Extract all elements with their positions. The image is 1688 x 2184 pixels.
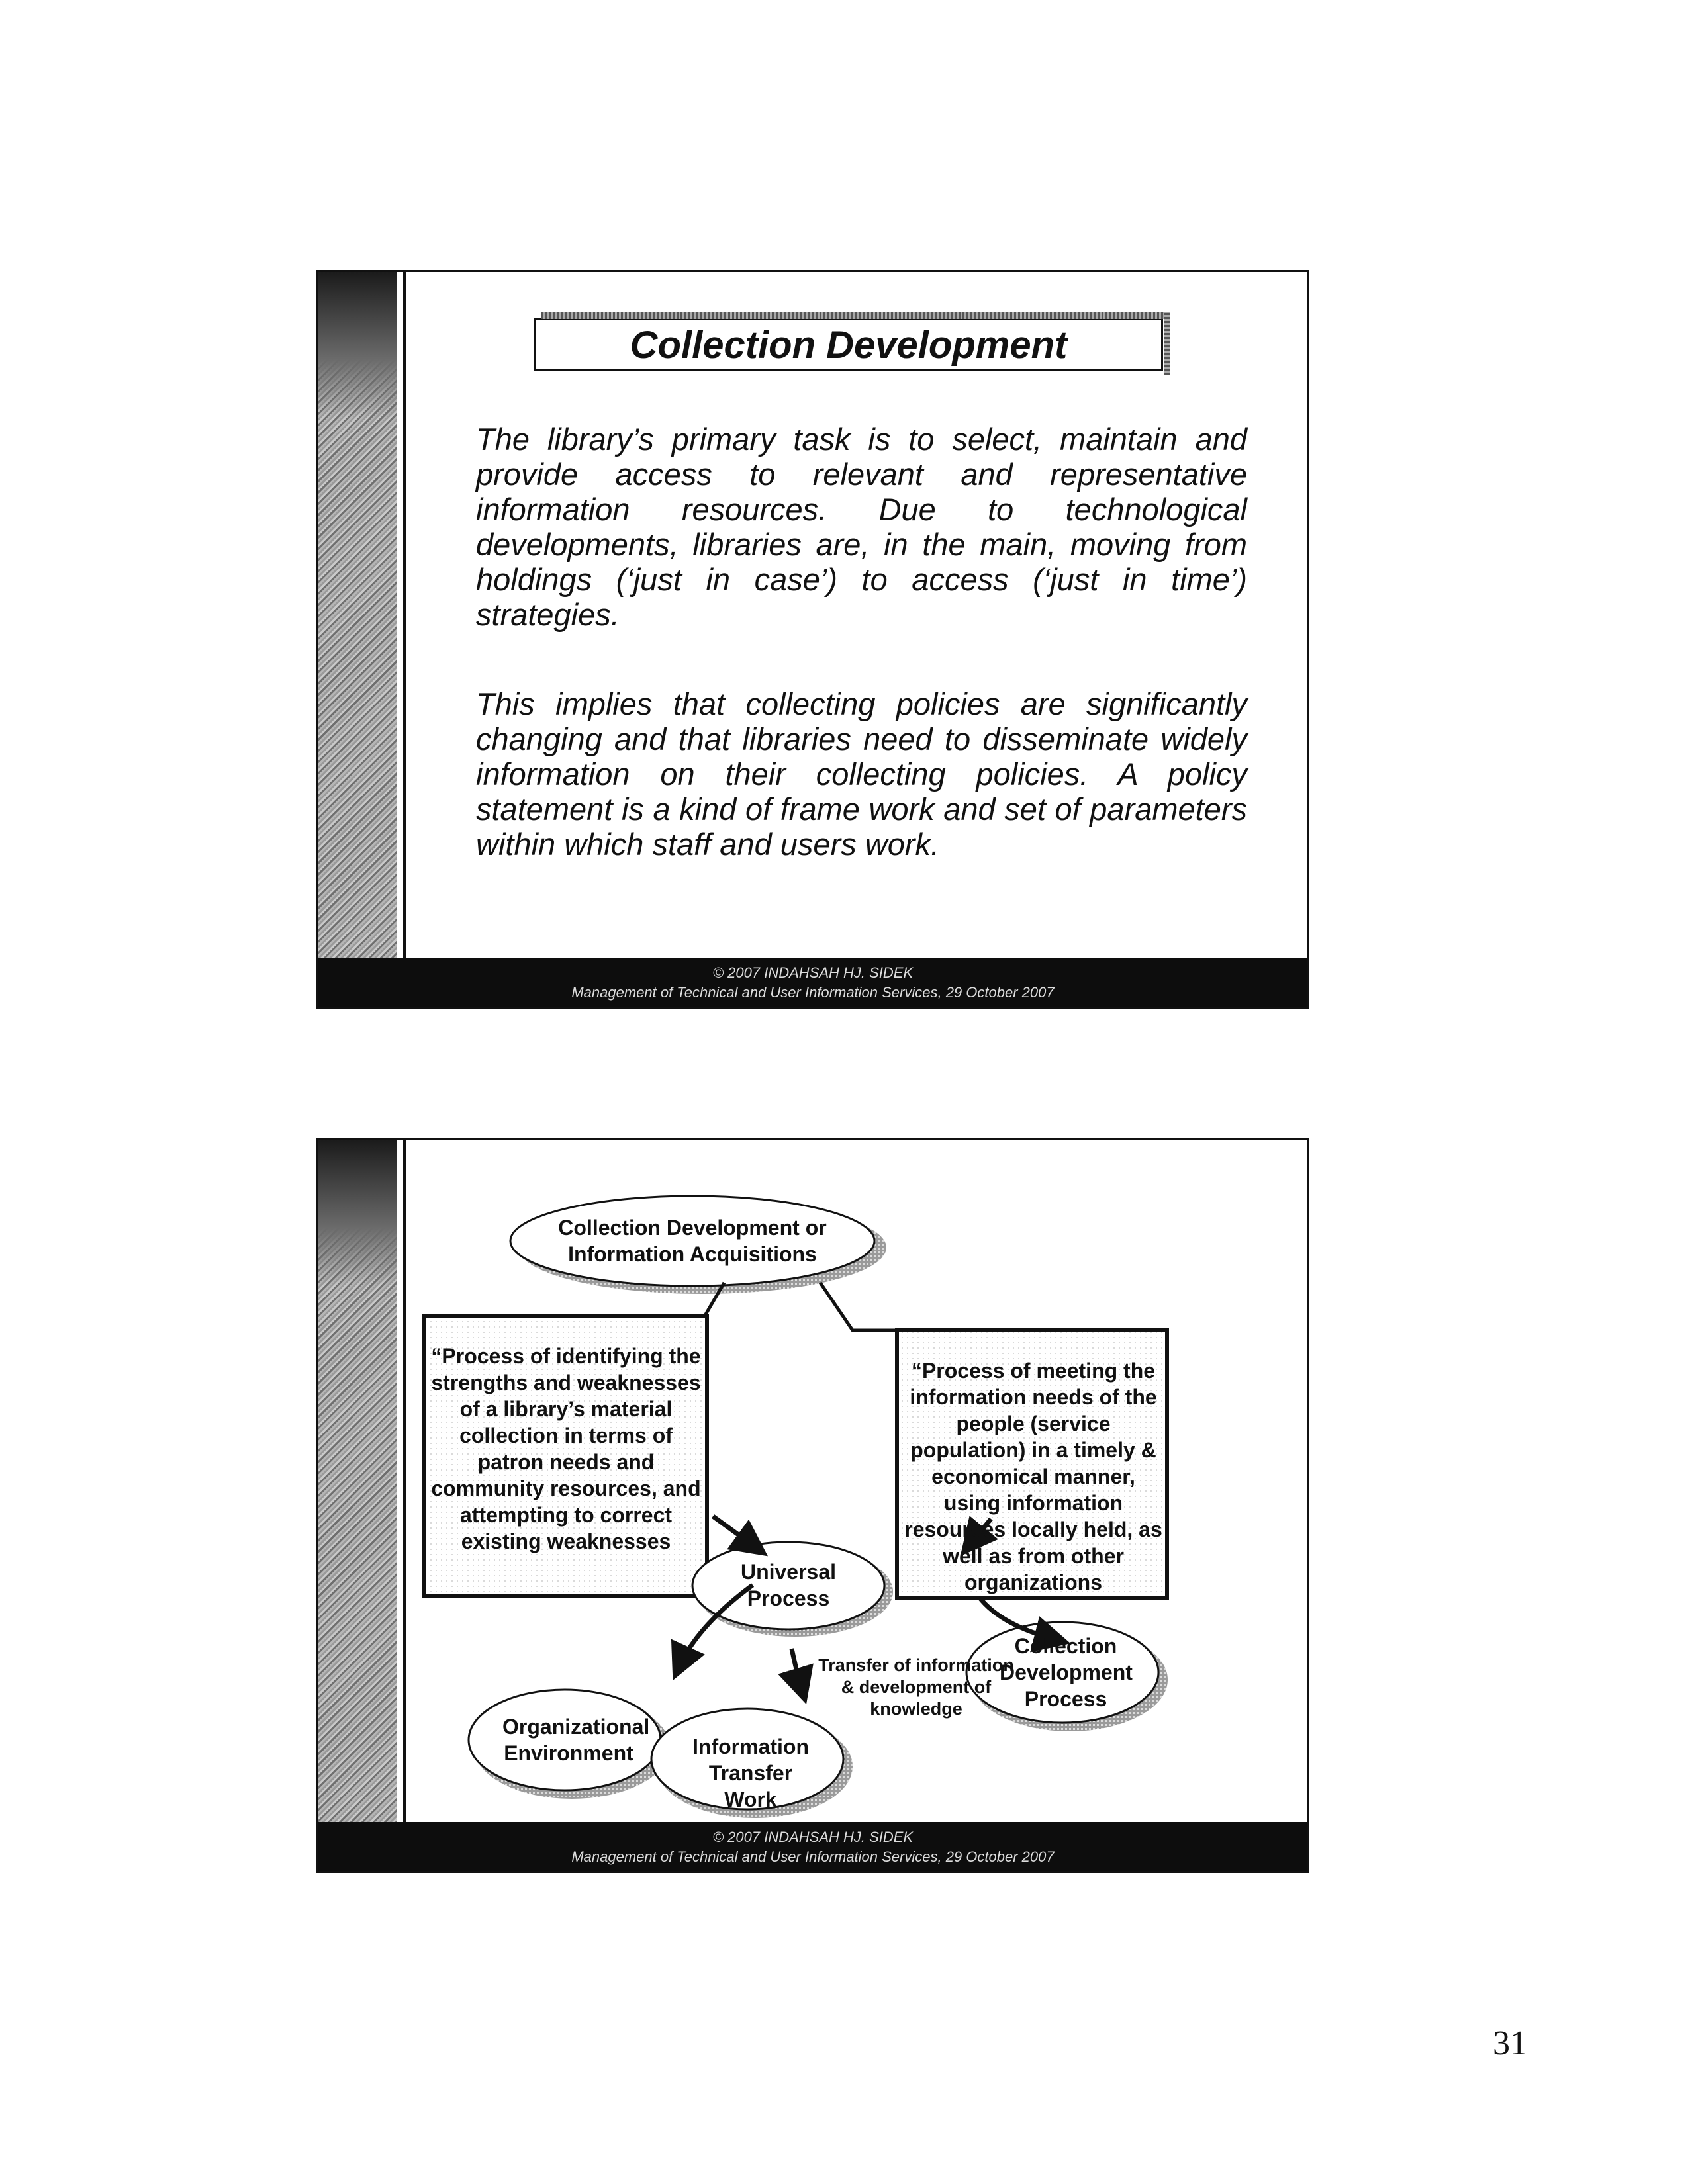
paragraph-collecting-policies: This implies that collecting policies are significantly changing and that libraries need to disseminate widely information on their collecting policies. A policy statement is a kind of frame work and set of parameters within which staff and users work. xyxy=(476,686,1247,862)
middle-ellipse-label: Information Transfer Work xyxy=(692,1735,809,1811)
footer-copyright: © 2007 INDAHSAH HJ. SIDEK xyxy=(712,964,914,981)
slide-collection-development xyxy=(316,270,1309,1009)
slide-title-box xyxy=(534,318,1163,371)
paragraph-primary-task: The library’s primary task is to select, maintain and provide access to relevant and representative information resources. Due to technological developments, libraries are, in the main, moving from holdings (‘just in case’) to access (‘just in time’) strategies. xyxy=(476,422,1247,632)
right-ellipse-label: Collection Development Process xyxy=(1000,1634,1133,1711)
slide-footer xyxy=(318,958,1307,1007)
arrow-center-to-middle-ellipse xyxy=(792,1649,802,1691)
slide-collection-diagram xyxy=(316,1138,1309,1873)
slide-title: Collection Development xyxy=(630,324,1068,367)
connector-right xyxy=(820,1283,897,1330)
left-ellipse-label: Organizational Environment xyxy=(502,1715,650,1765)
arrow-leftbox-to-center xyxy=(713,1516,757,1548)
slide-footer xyxy=(318,1822,1307,1871)
slide-sidebar-divider xyxy=(403,272,406,1007)
top-ellipse-label: Collection Development or Information Acquisitions xyxy=(558,1216,827,1266)
footer-course: Management of Technical and User Information Services, 29 October 2007 xyxy=(571,984,1055,1001)
center-ellipse-label: Universal Process xyxy=(740,1560,837,1610)
left-box-text: “Process of identifying the strengths and weaknesses of a library’s material collection in terms of patron needs and community resources, and attempting to correct existing weaknesses xyxy=(431,1344,701,1553)
right-box-text: “Process of meeting the information needs of the people (service population) in a timely & economical manner, using information resources locally held, as well as from other organizations xyxy=(904,1359,1162,1594)
footer-copyright: © 2007 INDAHSAH HJ. SIDEK xyxy=(712,1829,914,1845)
slide-sidebar-decoration xyxy=(318,272,397,1007)
footer-course: Management of Technical and User Information Services, 29 October 2007 xyxy=(571,1848,1055,1865)
transfer-label: Transfer of information & development of knowledge xyxy=(818,1655,1014,1719)
page-number: 31 xyxy=(1493,2025,1527,2062)
